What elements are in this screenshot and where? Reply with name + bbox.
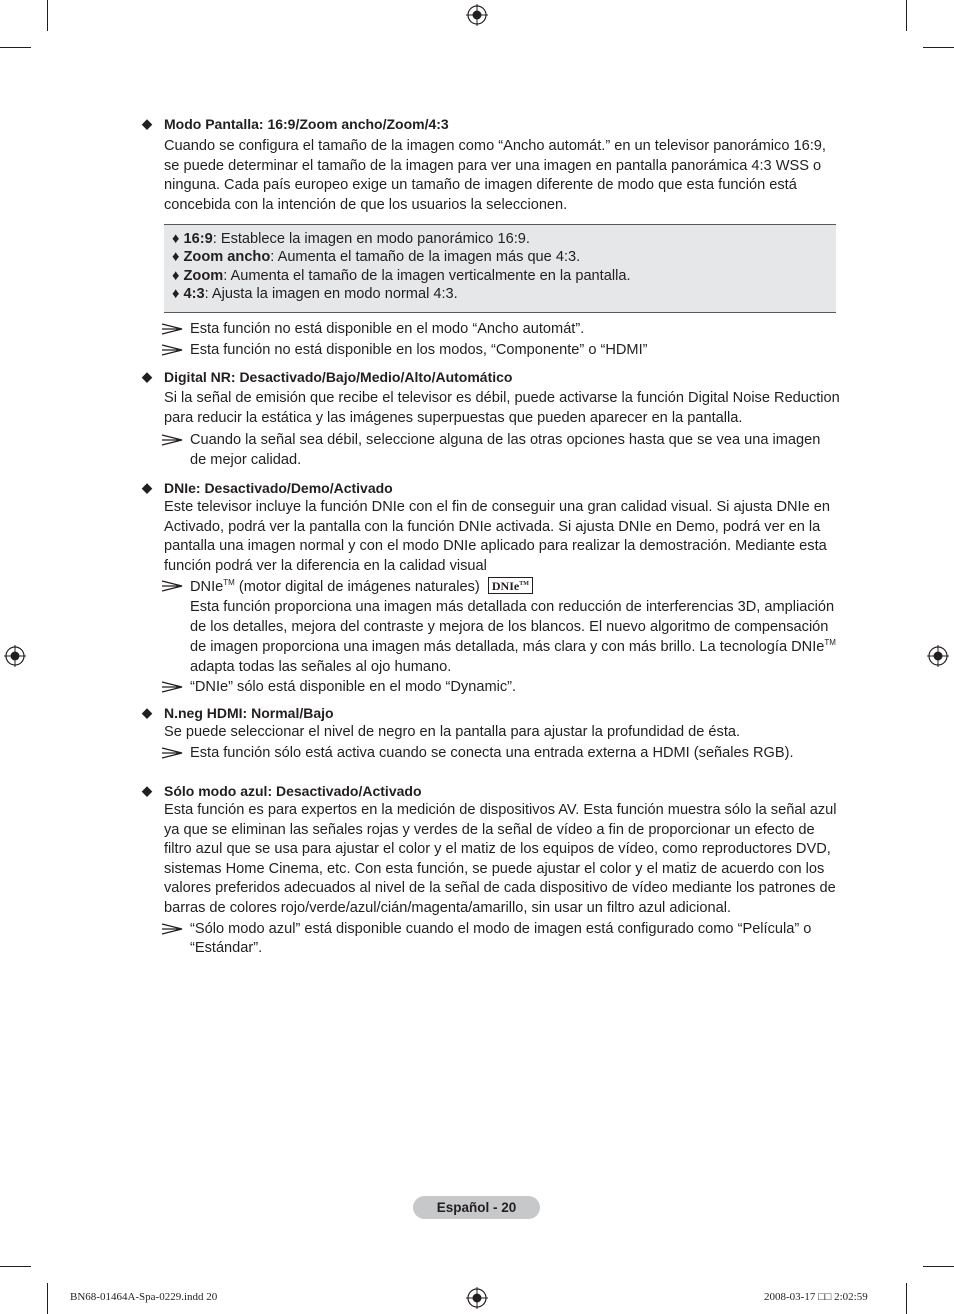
footer-timestamp: 2008-03-17 □□ 2:02:59 (764, 1291, 868, 1303)
option-desc: : Ajusta la imagen en modo normal 4:3. (204, 286, 458, 302)
section-heading (142, 703, 842, 723)
dnie-description: Esta función proporciona una imagen más detallada con reducción de interferencias 3D, ampliación de los detalles, mejora del contraste y mejora de los blancos. El nuevo algoritmo de compensación de imagen proporciona una imagen más detallada, más clara y con más brillo. La tecnología DNIe (190, 599, 835, 655)
heading-text: N.neg HDMI: Normal/Bajo (164, 705, 334, 721)
crop-mark (0, 47, 31, 48)
trademark-mark: TM (223, 578, 235, 588)
crop-mark (906, 1283, 907, 1314)
option-item (172, 285, 458, 303)
registration-mark-icon (466, 4, 488, 26)
dnie-logo-text: DNIe (491, 579, 520, 594)
registration-mark-icon (4, 645, 26, 667)
diamond-bullet-icon: ◆ (142, 116, 152, 131)
section-modo-pantalla-notes (142, 320, 842, 361)
heading-text: Modo Pantalla: 16:9/Zoom ancho/Zoom/4:3 (164, 116, 449, 132)
diamond-bullet-icon: ◆ (142, 480, 152, 495)
note-arrow-icon (161, 680, 183, 694)
section-body: Este televisor incluye la función DNIe con el fin de conseguir una gran calidad visual. Si ajusta DNIe en Activado, podrá ver la pantalla con la función DNIe activada. Si ajusta DNIe en Demo, podrá ver en la pantalla una imagen normal y con el modo DNIe aplicado para realizar la demostración. Mediante esta función podrá ver la diferencia en la calidad visual (164, 499, 831, 574)
heading-text: DNIe: Desactivado/Demo/Activado (164, 480, 393, 496)
section-heading (142, 781, 842, 801)
option-bullet-icon: ♦ (172, 286, 180, 302)
option-bullet-icon: ♦ (172, 249, 180, 265)
note-arrow-icon (161, 579, 183, 593)
options-box (164, 224, 836, 313)
crop-mark (47, 0, 48, 31)
crop-mark (906, 0, 907, 31)
option-term: 16:9 (183, 231, 213, 247)
section-modo-pantalla (142, 114, 842, 215)
trademark-mark: TM (824, 637, 836, 647)
note-arrow-icon (161, 322, 183, 336)
section-body: Cuando se configura el tamaño de la imagen como “Ancho automát.” en un televisor panorámico 16:9, se puede determinar el tamaño de la imagen para ver una imagen en pantalla panorámica 4:3 WSS o ninguna. Cada país europeo exige un tamaño de imagen diferente de modo que esta función está concebida con la intención de que los usuarios la seleccionen. (164, 138, 826, 213)
note (142, 577, 838, 677)
dnie-logo-tm: TM (519, 581, 529, 588)
section-body: Se puede seleccionar el nivel de negro en la pantalla para ajustar la profundidad de ésta. (164, 724, 741, 740)
page-number-label: Español - 20 (413, 1196, 540, 1219)
crop-mark (47, 1283, 48, 1314)
diamond-bullet-icon: ◆ (142, 369, 152, 384)
heading-text: Digital NR: Desactivado/Bajo/Medio/Alto/Automático (164, 369, 513, 385)
note-arrow-icon (161, 433, 183, 447)
option-bullet-icon: ♦ (172, 231, 180, 247)
registration-mark-icon (466, 1287, 488, 1309)
heading-text: Sólo modo azul: Desactivado/Activado (164, 783, 422, 799)
diamond-bullet-icon: ◆ (142, 705, 152, 720)
option-bullet-icon: ♦ (172, 268, 180, 284)
registration-mark-icon (927, 645, 949, 667)
section-heading (142, 367, 842, 387)
crop-mark (0, 1266, 31, 1267)
option-desc: : Aumenta el tamaño de la imagen verticalmente en la pantalla. (223, 268, 631, 284)
note-text: Cuando la señal sea débil, seleccione alguna de las otras opciones hasta que se vea una imagen de mejor calidad. (190, 432, 821, 468)
note-text: “DNIe” sólo está disponible en el modo “Dynamic”. (190, 679, 517, 696)
note (142, 320, 838, 340)
crop-mark (923, 1266, 954, 1267)
note-arrow-icon (161, 746, 183, 760)
dnie-description-end: adapta todas las señales al ojo humano. (190, 658, 452, 675)
option-item (172, 267, 631, 285)
note-text: Esta función sólo está activa cuando se conecta una entrada externa a HDMI (señales RGB). (190, 744, 794, 761)
option-item (172, 230, 530, 248)
dnie-prefix: DNIe (190, 579, 224, 596)
note (142, 920, 838, 960)
note-arrow-icon (161, 343, 183, 357)
option-item (172, 248, 580, 266)
section-heading (142, 478, 842, 498)
note-text: Esta función no está disponible en los modos, “Componente” o “HDMI” (190, 341, 648, 358)
diamond-bullet-icon: ◆ (142, 783, 152, 798)
option-term: Zoom ancho (183, 249, 271, 265)
footer-file-info: BN68-01464A-Spa-0229.indd 20 (70, 1291, 218, 1303)
section-digital-nr (142, 367, 842, 471)
section-dnie (142, 478, 842, 698)
option-desc: : Aumenta el tamaño de la imagen más que 4:3. (270, 249, 581, 265)
section-body: Esta función es para expertos en la medición de dispositivos AV. Esta función muestra sólo la señal azul ya que se eliminan las señales rojas y verdes de la señal de vídeo a fin de proporcionar un efecto de filtro azul que se usa para ajustar el color y el matiz de los equipos de vídeo, como reproductores DVD, sistemas Home Cinema, etc. Con esta función, se puede ajustar el color y el matiz de acuerdo con los valores preferidos adecuados al nivel de la señal de cada dispositivo de vídeo mediante los patrones de barras de colores rojo/verde/azul/cián/magenta/amarillo, sin usar un filtro azul adicional. (164, 802, 837, 916)
section-heading (142, 114, 842, 134)
crop-mark (923, 47, 954, 48)
note-text: “Sólo modo azul” está disponible cuando el modo de imagen está configurado como “Película” o “Estándar”. (190, 920, 812, 957)
note-text: Esta función no está disponible en el modo “Ancho automát”. (190, 321, 585, 337)
option-term: 4:3 (183, 286, 205, 302)
dnie-logo (488, 577, 533, 594)
note (142, 341, 838, 361)
note (142, 744, 838, 764)
section-body: Si la señal de emisión que recibe el televisor es débil, puede activarse la función Digital Noise Reduction para reducir la estática y las imágenes superpuestas que pueden aparecer en la pantalla. (164, 390, 840, 426)
note (142, 431, 838, 471)
note (142, 678, 838, 698)
section-solo-modo-azul (142, 781, 842, 959)
option-desc: : Establece la imagen en modo panorámico 16:9. (212, 231, 530, 247)
note-arrow-icon (161, 922, 183, 936)
dnie-suffix: (motor digital de imágenes naturales) (234, 579, 480, 596)
option-term: Zoom (183, 268, 224, 284)
section-nneg-hdmi (142, 703, 842, 763)
